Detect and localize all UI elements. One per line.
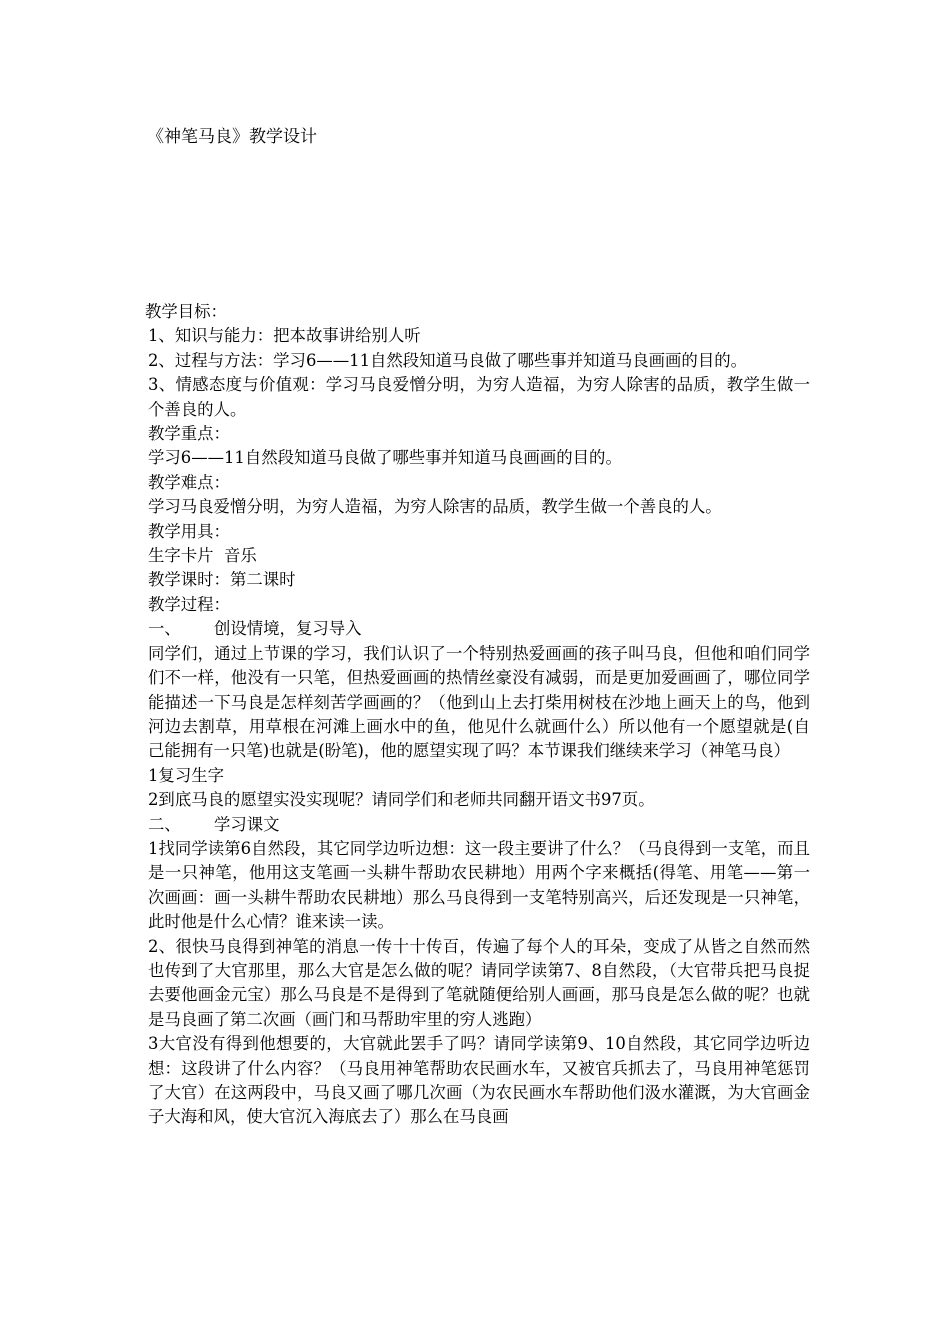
document-body [145,300,810,1130]
materials-text: 生字卡片 音乐 [148,546,257,566]
section-one-label: 创设情境，复习导入 [214,619,362,639]
study-paragraph-3: 3大官没有得到他想要的，大官就此罢手了吗？请同学读第9、10自然段，其它同学边听边想：这段讲了什么内容？（马良用神笔帮助农民画水车，又被官兵抓去了，马良用神笔惩罚了大官）在这两段中，马良又画了哪几次画（为农民画水车帮助他们汲水灌溉，为大官画金子大海和风，使大官沉入海底去了）那么在马良画 [148,1034,810,1127]
heading-key-points: 教学重点： [148,424,230,444]
intro-paragraph: 同学们，通过上节课的学习，我们认识了一个特别热爱画画的孩子叫马良，但他和咱们同学们不一样，他没有一只笔，但热爱画画的热情丝豪没有减弱，而是更加爱画画了，哪位同学能描述一下马良是怎样刻苦学画画的？（他到山上去打柴用树枝在沙地上画天上的鸟，他到河边去割草，用草根在河滩上画水中的鱼，他见什么就画什么）所以他有一个愿望就是(自己能拥有一只笔)也就是(盼笔)，他的愿望实现了吗？本节课我们继续来学习（神笔马良） [148,643,810,761]
objective-knowledge: 1、知识与能力：把本故事讲给别人听 [148,326,421,346]
key-points-text: 学习6——11自然段知道马良做了哪些事并知道马良画画的目的。 [148,448,622,468]
open-textbook: 2到底马良的愿望实没实现呢？请同学们和老师共同翻开语文书97页。 [148,790,655,810]
objective-process: 2、过程与方法：学习6——11自然段知道马良做了哪些事并知道马良画画的目的。 [148,350,747,370]
section-one-heading [145,617,810,641]
lesson-period: 教学课时：第二课时 [148,570,296,590]
heading-difficulties: 教学难点： [148,472,230,492]
section-two-number: 二、 [148,814,181,834]
study-paragraph-2: 2、很快马良得到神笔的消息一传十十传百，传遍了每个人的耳朵，变成了从皆之自然而然也传到了大官那里，那么大官是怎么做的呢？请同学读第7、8自然段，（大官带兵把马良捉去要他画金元宝）那么马良是不是得到了笔就随便给别人画画，那马良是怎么做的呢？也就是马良画了第二次画（画门和马帮助牢里的穷人逃跑） [148,936,810,1029]
study-paragraph-1: 1找同学读第6自然段，其它同学边听边想：这一段主要讲了什么？（马良得到一支笔，而且是一只神笔，他用这支笔画一头耕牛帮助农民耕地）用两个字来概括(得笔、用笔——第一次画画：画一头耕牛帮助农民耕地）那么马良得到一支笔特别高兴，后还发现是一只神笔，此时他是什么心情？谁来读一读。 [148,838,810,932]
heading-materials: 教学用具： [148,521,230,541]
section-two-label: 学习课文 [214,814,280,834]
review-characters: 1复习生字 [148,765,224,785]
heading-process: 教学过程： [148,594,230,614]
heading-objectives: 教学目标： [145,302,227,321]
difficulties-text: 学习马良爱憎分明，为穷人造福，为穷人除害的品质，教学生做一个善良的人。 [148,497,722,517]
document-title: 《神笔马良》教学设计 [147,127,317,147]
section-one-number: 一、 [148,619,181,639]
objective-emotion: 3、情感态度与价值观：学习马良爱憎分明，为穷人造福，为穷人除害的品质，教学生做一个善良的人。 [148,375,810,419]
section-two-heading [145,813,810,837]
